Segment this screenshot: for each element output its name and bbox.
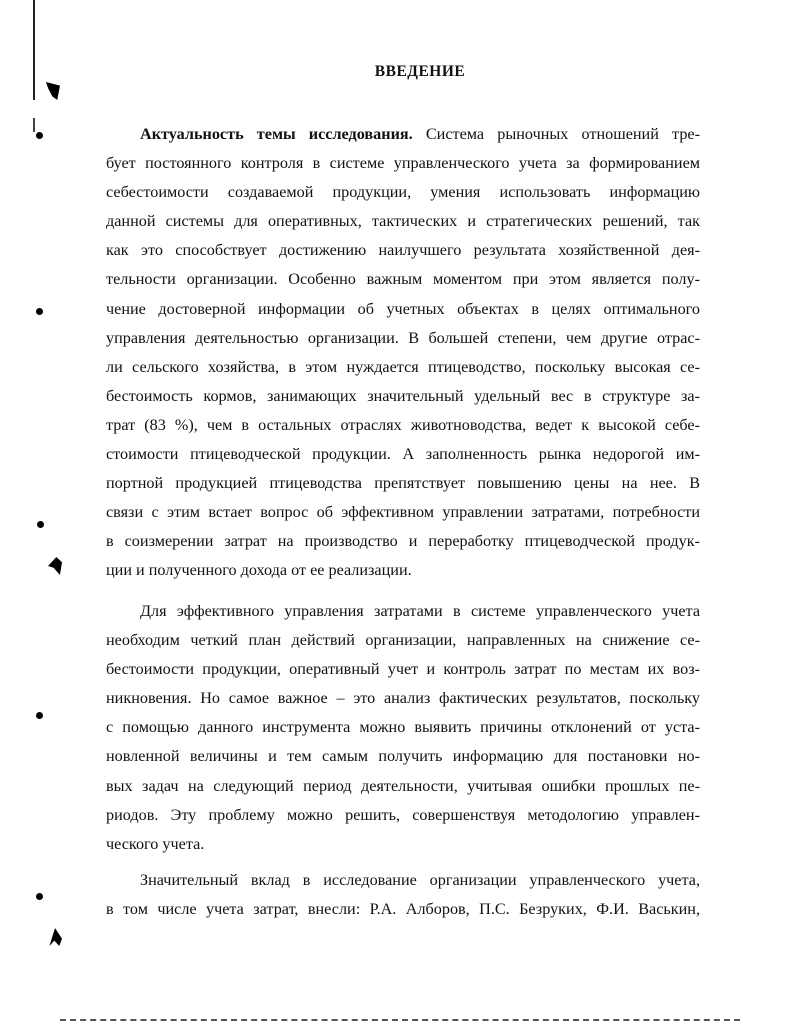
text-line: бестоимости продукции, оперативный учет и контроль затрат по местам их воз- (106, 660, 700, 679)
scan-edge-tick (33, 118, 35, 132)
text-line: никновения. Но самое важное – это анализ фактических результатов, поскольку (106, 689, 700, 708)
text-line: ции и полученного дохода от ее реализации. (106, 561, 412, 580)
text-line: с помощью данного инструмента можно выявить причины отклонений от уста- (106, 718, 700, 737)
text-line: вых задач на следующий период деятельности, учитывая ошибки прошлых пе- (106, 776, 700, 795)
text-line: чение достоверной информации об учетных объектах в целях оптимального (106, 299, 700, 318)
page-bottom-rule (60, 1019, 740, 1021)
text-line: связи с этим встает вопрос об эффективном управлении затратами, потребности (106, 503, 700, 522)
punch-hole-mark (46, 82, 60, 100)
page-title: ВВЕДЕНИЕ (374, 63, 466, 80)
paragraph-cost-management (106, 597, 700, 859)
text-line (106, 120, 700, 149)
text-line: управления деятельностью организации. В большей степени, чем другие отрас- (106, 328, 700, 347)
punch-dot (36, 712, 43, 719)
text-line: тельности организации. Особенно важным моментом при этом является полу- (106, 270, 700, 289)
text-line-content: Система рыночных отношений тре- (412, 125, 700, 143)
text-line: ли сельского хозяйства, в этом нуждается птицеводство, поскольку высокая се- (106, 357, 700, 376)
text-line: бует постоянного контроля в системе управленческого учета за формированием (106, 154, 700, 173)
text-line: бестоимость кормов, занимающих значительный удельный вес в структуре за- (106, 386, 700, 405)
text-line: себестоимости создаваемой продукции, умения использовать информацию (106, 183, 700, 202)
text-line: риодов. Эту проблему можно решить, совершенствуя методологию управлен- (106, 805, 700, 824)
text-line: Значительный вклад в исследование организации управленческого учета, (140, 871, 700, 889)
paragraph-contributors (106, 866, 700, 924)
punch-dot (37, 521, 44, 528)
text-line: трат (83 %), чем в остальных отраслях животноводства, ведет к высокой себе- (106, 415, 700, 434)
punch-dot (36, 132, 43, 139)
text-line: ческого учета. (106, 834, 205, 853)
relevance-heading: Актуальность темы исследования. (140, 125, 413, 143)
text-line: в соизмерении затрат на производство и переработку птицеводческой продук- (106, 532, 700, 551)
punch-dot (36, 893, 43, 900)
punch-dot (36, 308, 43, 315)
text-line: необходим четкий план действий организации, направленных на снижение се- (106, 631, 700, 650)
text-line: данной системы для оперативных, тактических и стратегических решений, так (106, 212, 700, 231)
scan-edge-line (33, 0, 35, 100)
text-line: портной продукцией птицеводства препятствует повышению цены на нее. В (106, 474, 700, 493)
paragraph-relevance (106, 120, 700, 586)
text-line: стоимости птицеводческой продукции. А заполненность рынка недорогой им- (106, 445, 700, 464)
text-line: новленной величины и тем самым получить информацию для постановки но- (106, 747, 700, 766)
text-line: в том числе учета затрат, внесли: Р.А. Алборов, П.С. Безруких, Ф.И. Васькин, (106, 900, 700, 919)
text-line: Для эффективного управления затратами в системе управленческого учета (140, 602, 700, 620)
punch-hole-mark (48, 928, 62, 946)
text-line: как это способствует достижению наилучшего результата хозяйственной дея- (106, 241, 700, 260)
punch-hole-mark (48, 557, 62, 575)
